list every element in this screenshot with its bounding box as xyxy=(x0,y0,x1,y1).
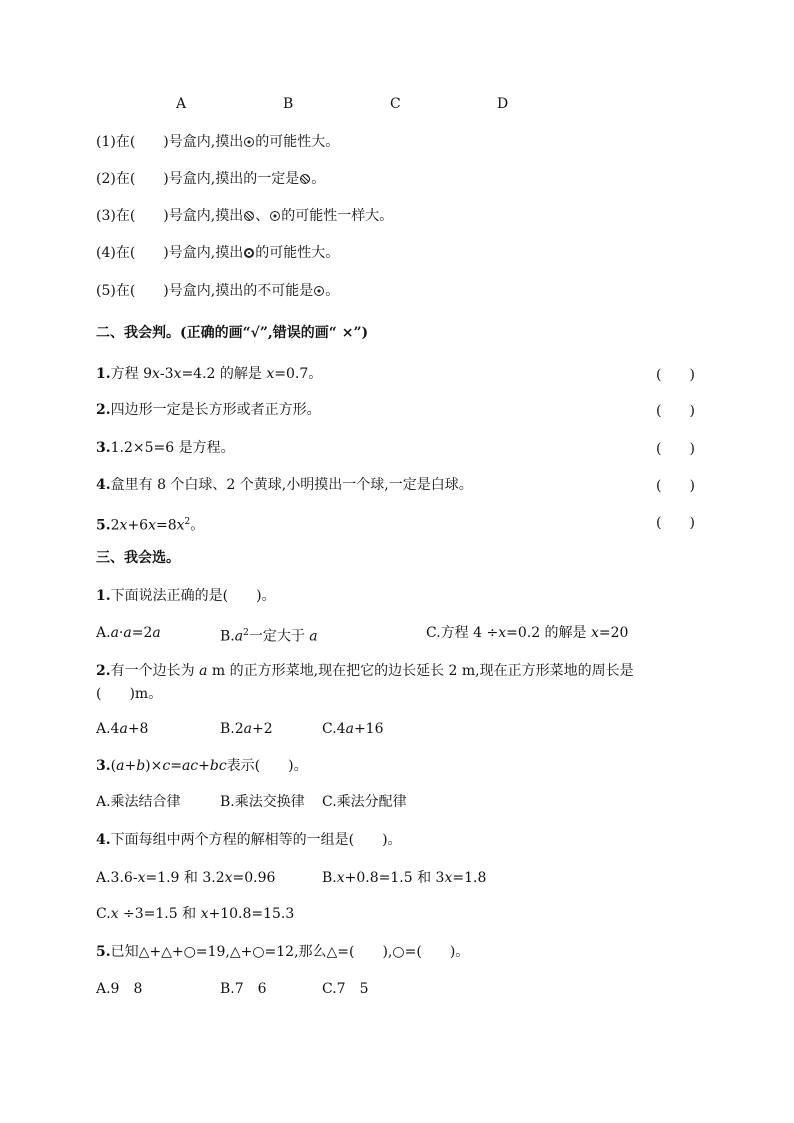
judge-item-1: 1.方程 9x-3x=4.2 的解是 x=0.7。 xyxy=(96,366,323,382)
section-2-title: 二、我会判。(正确的画“√”,错误的画“ ×”) xyxy=(96,325,369,341)
basketball-icon xyxy=(300,174,310,184)
section-3-title: 三、我会选。 xyxy=(96,550,180,566)
option-c[interactable]: C.方程 4 ÷x=0.2 的解是 x=20 xyxy=(426,625,629,641)
option-c[interactable]: C.乘法分配律 xyxy=(322,794,407,810)
option-b[interactable]: B.x+0.8=1.5 和 3x=1.8 xyxy=(322,870,487,886)
option-a[interactable]: A.9 8 xyxy=(96,981,143,997)
question-1-1: (1)在( )号盒内,摸出 的可能性大。 xyxy=(96,134,340,150)
soccer-ball-icon xyxy=(244,137,254,147)
option-b[interactable]: B.乘法交换律 xyxy=(220,794,305,810)
question-1-5: (5)在( )号盒内,摸出的不可能是 。 xyxy=(96,283,340,299)
question-1-3: (3)在( )号盒内,摸出 、 的可能性一样大。 xyxy=(96,208,394,224)
option-b[interactable]: B.7 6 xyxy=(220,981,267,997)
option-b[interactable]: B.2a+2 xyxy=(220,721,273,737)
answer-paren[interactable]: ( ) xyxy=(656,403,695,419)
answer-paren[interactable]: ( ) xyxy=(656,515,695,531)
judge-item-4: 4.盒里有 8 个白球、2 个黄球,小明摸出一个球,一定是白球。 xyxy=(96,477,473,493)
option-a[interactable]: A.乘法结合律 xyxy=(96,794,181,810)
basketball-icon xyxy=(244,211,254,221)
option-a[interactable]: A.3.6-x=1.9 和 3.2x=0.96 xyxy=(96,870,276,886)
choice-question-1: 1.下面说法正确的是( )。 xyxy=(96,588,276,604)
soccer-ball-icon xyxy=(270,211,280,221)
option-c[interactable]: C.4a+16 xyxy=(322,721,384,737)
box-label-d: D xyxy=(497,96,509,112)
answer-paren[interactable]: ( ) xyxy=(656,478,695,494)
judge-item-3: 3.1.2×5=6 是方程。 xyxy=(96,440,235,456)
box-labels-row xyxy=(0,96,794,116)
question-1-4: (4)在( )号盒内,摸出 的可能性大。 xyxy=(96,245,340,261)
answer-paren[interactable]: ( ) xyxy=(656,441,695,457)
choice-question-3: 3.(a+b)×c=ac+bc表示( )。 xyxy=(96,758,308,774)
judge-item-2: 2.四边形一定是长方形或者正方形。 xyxy=(96,402,321,418)
choice-question-2: 2.有一个边长为 a m 的正方形菜地,现在把它的边长延长 2 m,现在正方形菜地的周长是 xyxy=(96,663,634,679)
answer-paren[interactable]: ( ) xyxy=(656,367,695,383)
box-label-a: A xyxy=(176,96,187,112)
choice-question-4: 4.下面每组中两个方程的解相等的一组是( )。 xyxy=(96,832,402,848)
soccer-ball-icon xyxy=(314,286,324,296)
option-c[interactable]: C.x ÷3=1.5 和 x+10.8=15.3 xyxy=(96,906,295,922)
option-a[interactable]: A.a·a=2a xyxy=(96,625,161,641)
choice-question-5: 5.已知△+△+○=19,△+○=12,那么△=( ),○=( )。 xyxy=(96,944,470,960)
box-label-b: B xyxy=(283,96,294,112)
choice-question-2-cont: ( )m。 xyxy=(96,686,163,702)
judge-item-5: $5.2x+6x=8x^2$。 xyxy=(96,517,205,534)
question-1-2: (2)在( )号盒内,摸出的一定是 。 xyxy=(96,171,326,187)
option-c[interactable]: C.7 5 xyxy=(322,981,369,997)
tennis-ball-icon xyxy=(244,248,254,258)
option-a[interactable]: A.4a+8 xyxy=(96,721,149,737)
option-b[interactable]: $B.a^2$一定大于 a xyxy=(220,628,318,645)
box-label-c: C xyxy=(390,96,401,112)
